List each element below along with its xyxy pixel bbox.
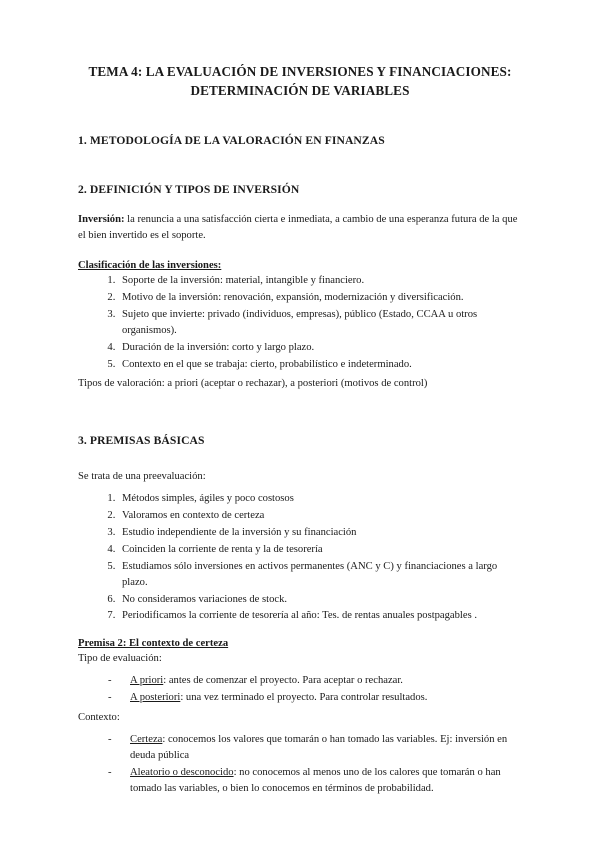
term-a-posteriori-text: : una vez terminado el proyecto. Para controlar resultados. bbox=[180, 692, 428, 704]
section-3 bbox=[78, 434, 522, 796]
evaluation-type-label: Tipo de evaluación: bbox=[78, 653, 162, 665]
valuation-types-text: Tipos de valoración: a priori (aceptar o rechazar), a posteriori (motivos de control) bbox=[78, 378, 428, 390]
section-2 bbox=[78, 183, 522, 392]
inversion-definition-label: Inversión: bbox=[78, 214, 125, 226]
term-a-priori: A priori bbox=[130, 675, 164, 687]
list-item: 2. Motivo de la inversión: renovación, expansión, modernización y diversificación. bbox=[118, 290, 522, 306]
list-item bbox=[108, 690, 522, 706]
inversion-definition-text: la renuncia a una satisfacción cierta e inmediata, a cambio de una esperanza futura de la que el bien invertido es el soporte. bbox=[78, 214, 518, 242]
list-item: 4. Duración de la inversión: corto y largo plazo. bbox=[118, 340, 522, 356]
list-item: 1. Soporte de la inversión: material, intangible y financiero. bbox=[118, 273, 522, 289]
premise-2-heading: Premisa 2: El contexto de certeza bbox=[78, 638, 229, 650]
list-item: 4. Coinciden la corriente de renta y la de tesorería bbox=[118, 542, 522, 558]
context-list bbox=[78, 732, 522, 797]
classification-list bbox=[78, 273, 522, 372]
term-aleatorio-text: : no conocemos al menos uno de los calores que tomarán o han tomado las variables, o bien lo conocemos en términos de probabilidad. bbox=[130, 766, 501, 794]
list-item: 3. Sujeto que invierte: privado (individuos, empresas), público (Estado, CCAA u otros organismos). bbox=[118, 307, 522, 339]
list-item: 5. Contexto en el que se trabaja: cierto, probabilístico e indeterminado. bbox=[118, 357, 522, 373]
section-1-heading: 1. METODOLOGÍA DE LA VALORACIÓN EN FINANZAS bbox=[78, 134, 385, 148]
list-item bbox=[108, 765, 522, 797]
section-3-heading: 3. PREMISAS BÁSICAS bbox=[78, 434, 205, 448]
classification-heading: Clasificación de las inversiones: bbox=[78, 260, 222, 272]
list-item bbox=[108, 673, 522, 689]
page-title-line-2: DETERMINACIÓN DE VARIABLES bbox=[190, 83, 410, 99]
term-a-posteriori: A posteriori bbox=[130, 692, 181, 704]
preevaluation-intro: Se trata de una preevaluación: bbox=[78, 471, 206, 483]
list-item: 5. Estudiamos sólo inversiones en activos permanentes (ANC y C) y financiaciones a largo plazo. bbox=[118, 559, 522, 591]
list-item: 1. Métodos simples, ágiles y poco costosos bbox=[118, 491, 522, 507]
premises-list bbox=[78, 491, 522, 624]
list-item: 3. Estudio independiente de la inversión y su financiación bbox=[118, 525, 522, 541]
context-label: Contexto: bbox=[78, 711, 120, 723]
section-1 bbox=[78, 134, 522, 147]
list-item: 6. No consideramos variaciones de stock. bbox=[118, 592, 522, 608]
term-certeza: Certeza bbox=[130, 733, 163, 745]
term-aleatorio: Aleatorio o desconocido bbox=[130, 766, 234, 778]
section-2-heading: 2. DEFINICIÓN Y TIPOS DE INVERSIÓN bbox=[78, 183, 300, 197]
page-title-line-1: TEMA 4: LA EVALUACIÓN DE INVERSIONES Y FINANCIACIONES: bbox=[88, 64, 512, 79]
page-title bbox=[78, 62, 522, 100]
list-item: 2. Valoramos en contexto de certeza bbox=[118, 508, 522, 524]
term-certeza-text: : conocemos los valores que tomarán o han tomado las variables. Ej: inversión en deuda pública bbox=[130, 733, 508, 761]
inversion-definition bbox=[78, 212, 522, 244]
list-item: 7. Periodificamos la corriente de tesorería al año: Tes. de rentas anuales postpagables . bbox=[118, 608, 522, 624]
list-item bbox=[108, 732, 522, 764]
evaluation-type-list bbox=[78, 673, 522, 706]
term-a-priori-text: : antes de comenzar el proyecto. Para aceptar o rechazar. bbox=[163, 675, 403, 687]
